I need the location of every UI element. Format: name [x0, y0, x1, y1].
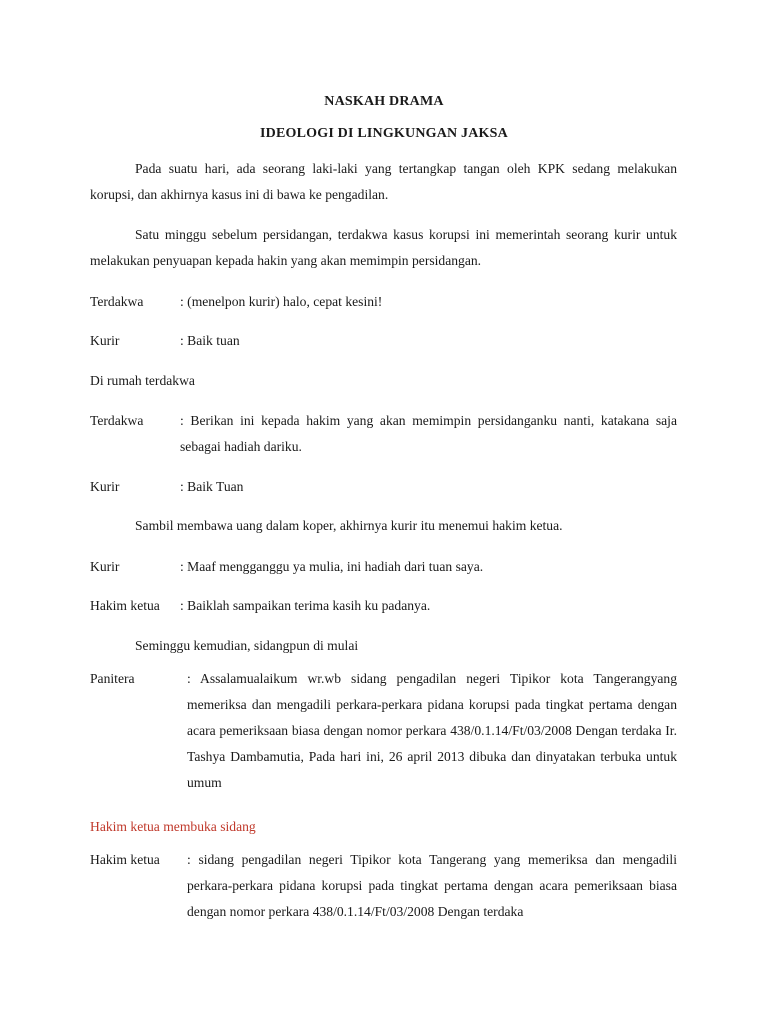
dialog-speech: : Baik tuan — [180, 333, 240, 348]
intro-paragraph-2 — [90, 222, 677, 274]
narration-2: Seminggu kemudian, sidangpun di mulai — [135, 638, 359, 653]
dialog-line — [90, 554, 677, 580]
dialog-speaker: Terdakwa — [90, 413, 144, 428]
stage-direction: Hakim ketua membuka sidang — [90, 819, 256, 834]
dialog-line — [90, 593, 677, 619]
dialog-speaker: Hakim ketua — [90, 598, 160, 613]
dialog-line — [90, 847, 677, 927]
dialog-line — [90, 328, 677, 354]
dialog-line — [90, 289, 677, 315]
dialog-speech: : sidang pengadilan negeri Tipikor kota Tangerang yang memeriksa dan mengadili perkara-perkara pidana korupsi pada tingkat pertama dengan acara pemeriksaan biasa dengan nomor perkara 438/0.1.14/Ft/03/2008 Dengan terdaka — [187, 852, 677, 919]
intro-paragraph-1-text: Pada suatu hari, ada seorang laki-laki yang tertangkap tangan oleh KPK sedang melakukan korupsi, dan akhirnya kasus ini di bawa ke pengadilan. — [90, 161, 677, 202]
narration-1: Sambil membawa uang dalam koper, akhirnya kurir itu menemui hakim ketua. — [135, 518, 563, 533]
dialog-speaker: Kurir — [90, 559, 120, 574]
scene-heading: Di rumah terdakwa — [90, 373, 195, 388]
dialog-speaker: Terdakwa — [90, 294, 144, 309]
dialog-speech: : Maaf mengganggu ya mulia, ini hadiah dari tuan saya. — [180, 559, 484, 574]
dialog-speech: : Baiklah sampaikan terima kasih ku padanya. — [180, 598, 431, 613]
dialog-line — [90, 474, 677, 500]
document-subtitle: IDEOLOGI DI LINGKUNGAN JAKSA — [260, 126, 508, 141]
dialog-speech: : Berikan ini kepada hakim yang akan memimpin persidanganku nanti, katakana saja sebagai hadiah dariku. — [180, 413, 677, 454]
dialog-line — [90, 666, 677, 796]
dialog-speaker: Kurir — [90, 333, 120, 348]
dialog-speech: : Baik Tuan — [180, 479, 244, 494]
dialog-speech: : Assalamualaikum wr.wb sidang pengadilan negeri Tipikor kota Tangerangyang memeriksa dan mengadili perkara-perkara pidana korupsi pada tingkat pertama dengan acara pemeriksaan biasa dengan nomor perkara 438/0.1.14/Ft/03/2008 Dengan terdaka Ir. Tashya Dambamutia, Pada hari ini, 26 april 2013 dibuka dan dinyatakan terbuka untuk umum — [187, 671, 677, 790]
dialog-speaker: Hakim ketua — [90, 852, 160, 867]
intro-paragraph-2-text: Satu minggu sebelum persidangan, terdakwa kasus korupsi ini memerintah seorang kurir untuk melakukan penyuapan kepada hakin yang akan memimpin persidangan. — [90, 227, 677, 268]
intro-paragraph-1 — [90, 156, 677, 208]
document-title: NASKAH DRAMA — [324, 94, 444, 109]
dialog-line — [90, 408, 677, 460]
dialog-speech: : (menelpon kurir) halo, cepat kesini! — [180, 294, 383, 309]
dialog-speaker: Panitera — [90, 671, 135, 686]
dialog-speaker: Kurir — [90, 479, 120, 494]
